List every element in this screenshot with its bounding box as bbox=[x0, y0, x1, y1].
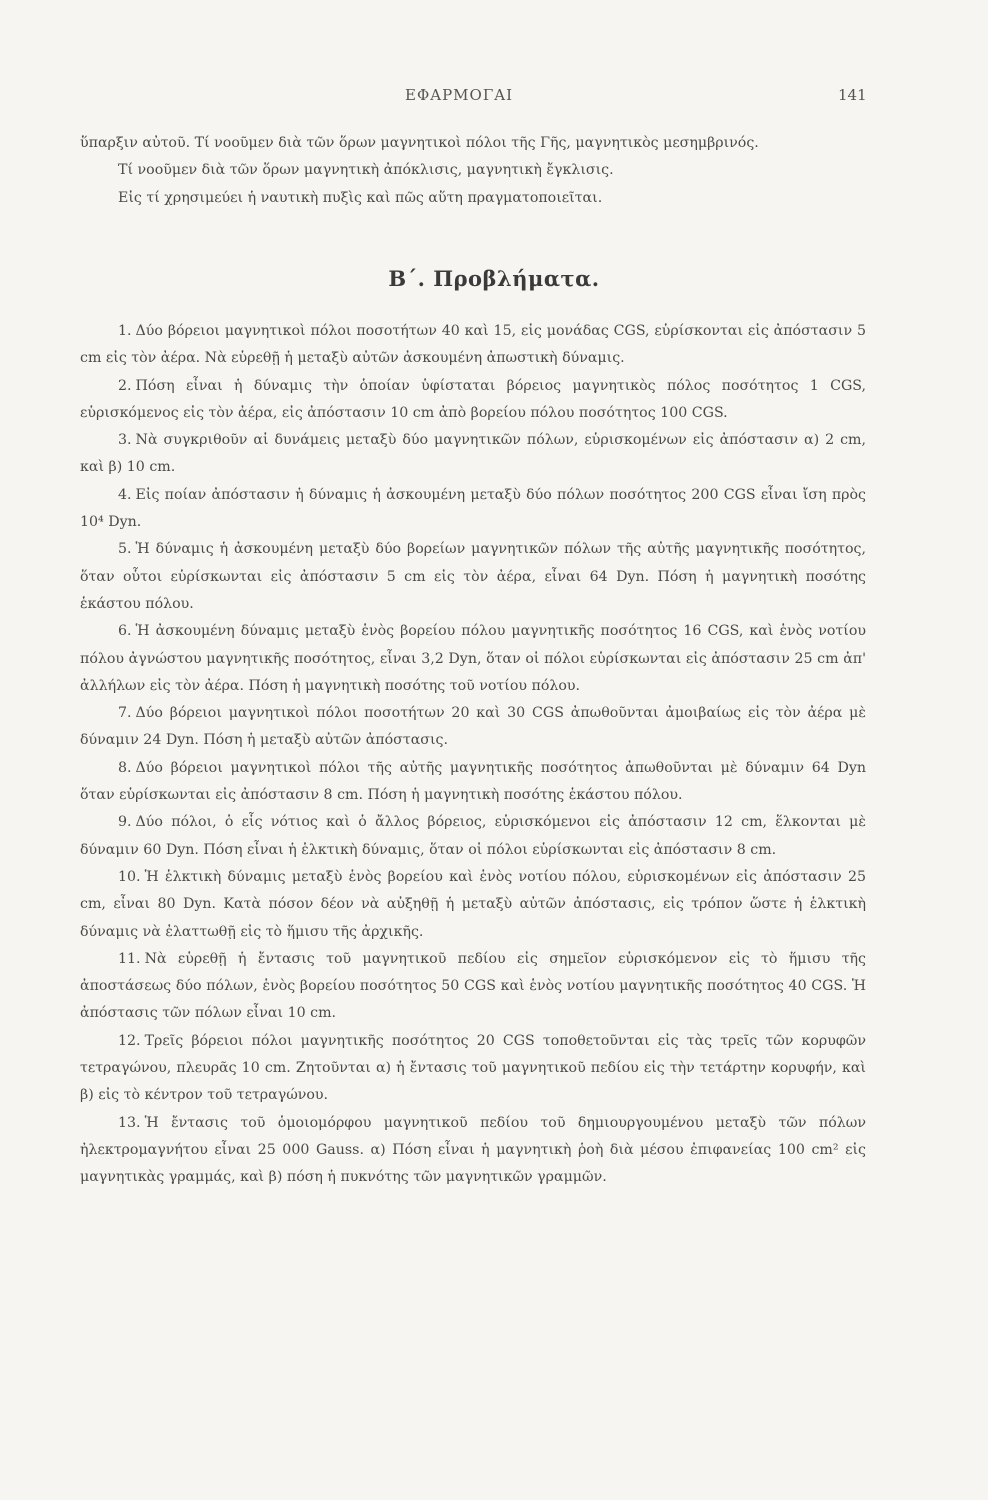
problem-number: 5. bbox=[118, 541, 132, 558]
problem-text: Νὰ συγκριθοῦν αἱ δυνάμεις μεταξὺ δύο μαγνητικῶν πόλων, εὑρισκομένων εἰς ἀπόστασιν α) 2 cm, καὶ β) 10 cm. bbox=[80, 432, 866, 476]
problem-number: 8. bbox=[118, 759, 132, 776]
problem-item bbox=[80, 618, 866, 700]
problem-text: Εἰς ποίαν ἀπόστασιν ἡ δύναμις ἡ ἀσκουμένη μεταξὺ δύο πόλων ποσότητος 200 CGS εἶναι ἴση πρὸς 10⁴ Dyn. bbox=[80, 486, 866, 531]
problem-item bbox=[80, 809, 866, 864]
problem-item bbox=[80, 755, 866, 810]
problem-number: 4. bbox=[118, 486, 132, 503]
problem-number: 11. bbox=[118, 950, 141, 967]
problem-text: Ἡ ἀσκουμένη δύναμις μεταξὺ ἑνὸς βορείου πόλου μαγνητικῆς ποσότητος 16 CGS, καὶ ἑνὸς νοτίου πόλου ἀγνώστου μαγνητικῆς ποσότητος, εἶναι 3,2 Dyn, ὅταν οἱ πόλοι εὑρίσκωνται εἰς ἀπόστασιν 25 cm ἀπ' ἀλλήλων εἰς τὸν ἀέρα. Πόση ἡ μαγνητικὴ ποσότης τοῦ νοτίου πόλου. bbox=[80, 623, 866, 694]
problem-item bbox=[80, 427, 866, 482]
problem-text: Ἡ ἑλκτικὴ δύναμις μεταξὺ ἑνὸς βορείου καὶ ἑνὸς νοτίου πόλου, εὑρισκομένων εἰς ἀπόστασιν 25 cm, εἶναι 80 Dyn. Κατὰ πόσον δέον νὰ αὐξηθῇ ἡ μεταξὺ αὐτῶν ἀπόστασις, εἰς τρόπον ὥστε ἡ ἑλκτικὴ δύναμις νὰ ἐλαττωθῇ εἰς τὸ ἥμισυ τῆς ἀρχικῆς. bbox=[80, 868, 866, 940]
problem-number: 6. bbox=[118, 623, 132, 640]
problems-list bbox=[80, 318, 866, 1192]
problem-text: Δύο βόρειοι μαγνητικοὶ πόλοι τῆς αὐτῆς μαγνητικῆς ποσότητος ἀπωθοῦνται μὲ δύναμιν 64 Dyn ὅταν εὑρίσκωνται εἰς ἀπόστασιν 8 cm. Πόση ἡ μαγνητικὴ ποσότης ἑκάστου πόλου. bbox=[80, 759, 866, 804]
problem-text: Ἡ ἔντασις τοῦ ὁμοιομόρφου μαγνητικοῦ πεδίου τοῦ δημιουργουμένου μεταξὺ τῶν πόλων ἠλεκτρομαγνήτου εἶναι 25 000 Gauss. α) Πόση εἶναι ἡ μαγνητικὴ ῥοὴ διὰ μέσου ἐπιφανείας 100 cm² εἰς μαγνητικὰς γραμμάς, καὶ β) πόση ἡ πυκνότης τῶν μαγνητικῶν γραμμῶν. bbox=[80, 1114, 866, 1186]
problem-text: Δύο βόρειοι μαγνητικοὶ πόλοι ποσοτήτων 20 καὶ 30 CGS ἀπωθοῦνται ἀμοιβαίως εἰς τὸν ἀέρα μὲ δύναμιν 24 Dyn. Πόση ἡ μεταξὺ αὐτῶν ἀπόστασις. bbox=[80, 705, 866, 749]
problem-item bbox=[80, 318, 866, 373]
problem-item bbox=[80, 1028, 866, 1110]
problem-text: Πόση εἶναι ἡ δύναμις τὴν ὁποίαν ὑφίσταται βόρειος μαγνητικὸς πόλος ποσότητος 1 CGS, εὑρισκόμενος εἰς τὸν ἀέρα, εἰς ἀπόστασιν 10 cm ἀπὸ βορείου πόλου ποσότητος 100 CGS. bbox=[80, 377, 866, 421]
problem-number: 9. bbox=[118, 814, 132, 831]
page-number: 141 bbox=[838, 86, 867, 104]
problem-item bbox=[80, 536, 866, 618]
section-title: Β΄. Προβλήματα. bbox=[388, 266, 600, 291]
problem-item bbox=[80, 373, 866, 428]
problem-item bbox=[80, 864, 866, 946]
problem-text: Δύο βόρειοι μαγνητικοὶ πόλοι ποσοτήτων 40 καὶ 15, εἰς μονάδας CGS, εὑρίσκονται εἰς ἀπόστασιν 5 cm εἰς τὸν ἀέρα. Νὰ εὑρεθῇ ἡ μεταξὺ αὐτῶν ἀσκουμένη ἀπωστικὴ δύναμις. bbox=[80, 323, 866, 367]
problem-number: 2. bbox=[118, 377, 132, 394]
problem-number: 13. bbox=[118, 1114, 141, 1131]
problem-text: Δύο πόλοι, ὁ εἷς νότιος καὶ ὁ ἄλλος βόρειος, εὑρισκόμενοι εἰς ἀπόστασιν 12 cm, ἕλκονται μὲ δύναμιν 60 Dyn. Πόση εἶναι ἡ ἑλκτικὴ δύναμις, ὅταν οἱ πόλοι εὑρίσκωνται εἰς ἀπόστασιν 8 cm. bbox=[80, 814, 866, 858]
intro-paragraph: Τί νοοῦμεν διὰ τῶν ὅρων μαγνητικὴ ἀπόκλισις, μαγνητικὴ ἔγκλισις. bbox=[118, 162, 614, 179]
running-head: ΕΦΑΡΜΟΓΑΙ bbox=[405, 86, 513, 104]
problem-item bbox=[80, 700, 866, 755]
problem-text: Ἡ δύναμις ἡ ἀσκουμένη μεταξὺ δύο βορείων μαγνητικῶν πόλων τῆς αὐτῆς μαγνητικῆς ποσότητος, ὅταν οὗτοι εὑρίσκωνται εἰς ἀπόστασιν 5 cm εἰς τὸν ἀέρα, εἶναι 64 Dyn. Πόση ἡ μαγνητικὴ ποσότης ἑκάστου πόλου. bbox=[80, 541, 866, 612]
problem-number: 1. bbox=[118, 323, 132, 339]
problem-number: 7. bbox=[118, 705, 132, 722]
problem-item bbox=[80, 1110, 866, 1192]
intro-questions bbox=[80, 130, 866, 212]
problem-number: 10. bbox=[118, 868, 141, 885]
problem-text: Νὰ εὑρεθῇ ἡ ἔντασις τοῦ μαγνητικοῦ πεδίου εἰς σημεῖον εὑρισκόμενον εἰς τὸ ἥμισυ τῆς ἀποστάσεως δύο πόλων, ἑνὸς βορείου ποσότητος 50 CGS καὶ ἑνὸς νοτίου μαγνητικῆς ποσότητος 40 CGS. Ἡ ἀπόστασις τῶν πόλων εἶναι 10 cm. bbox=[80, 950, 866, 1022]
problem-item bbox=[80, 482, 866, 537]
intro-paragraph: Εἰς τί χρησιμεύει ἡ ναυτικὴ πυξὶς καὶ πῶς αὕτη πραγματοποιεῖται. bbox=[118, 189, 603, 206]
problem-number: 3. bbox=[118, 432, 132, 449]
problem-text: Τρεῖς βόρειοι πόλοι μαγνητικῆς ποσότητος 20 CGS τοποθετοῦνται εἰς τὰς τρεῖς τῶν κορυφῶν τετραγώνου, πλευρᾶς 10 cm. Ζητοῦνται α) ἡ ἔντασις τοῦ μαγνητικοῦ πεδίου εἰς τὴν τετάρτην κορυφήν, καὶ β) εἰς τὸ κέντρον τοῦ τετραγώνου. bbox=[80, 1032, 866, 1104]
problem-number: 12. bbox=[118, 1032, 141, 1049]
problem-item bbox=[80, 946, 866, 1028]
intro-paragraph: ὕπαρξιν αὐτοῦ. Τί νοοῦμεν διὰ τῶν ὅρων μαγνητικοὶ πόλοι τῆς Γῆς, μαγνητικὸς μεσημβρινός. bbox=[80, 135, 759, 151]
